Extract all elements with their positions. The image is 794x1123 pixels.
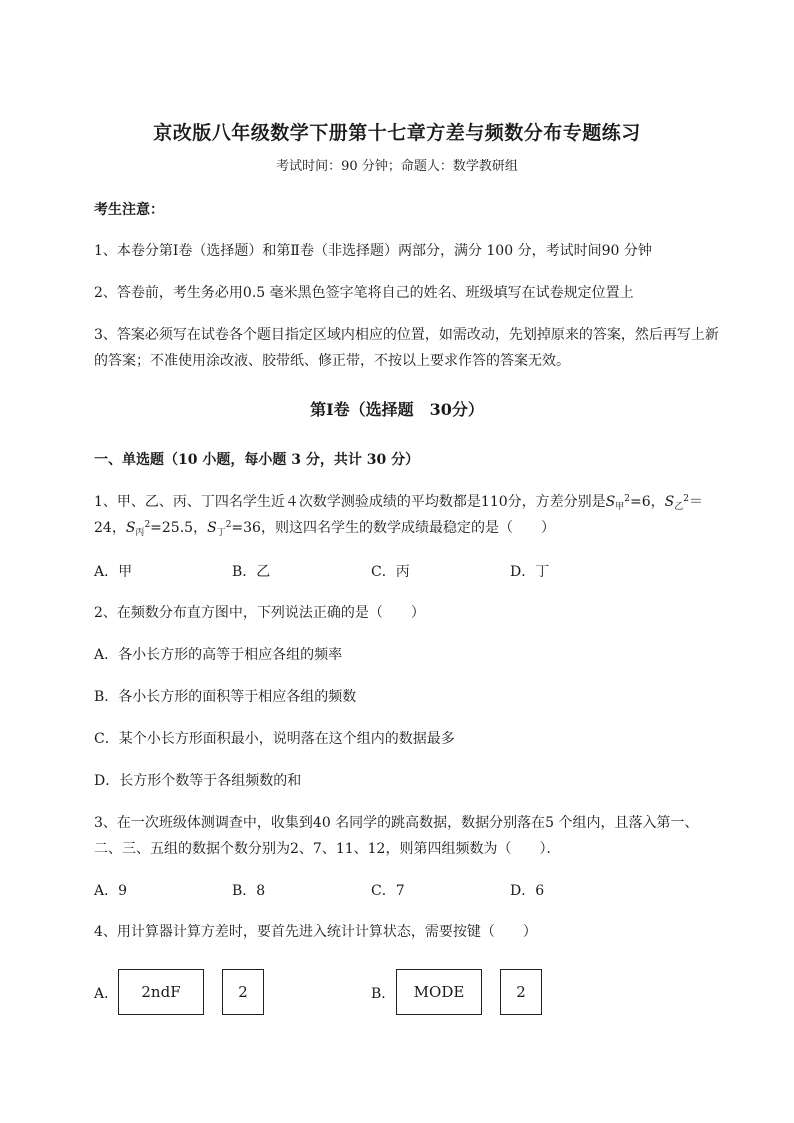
value-yi: 24，	[94, 520, 126, 536]
notice-item-2: 2、答卷前，考生务必用0.5 毫米黑色签字笔将自己的姓名、班级填写在试卷规定位置上	[94, 285, 634, 301]
question-1-line-1	[94, 493, 703, 513]
value-ding-and-question: =36，则这四名学生的数学成绩最稳定的是（ ）	[231, 520, 555, 536]
question-2-option-c: C．某个小长方形面积最小，说明落在这个组内的数据最多	[94, 731, 455, 747]
sup-ding: 2	[225, 520, 232, 530]
document-title: 京改版八年级数学下册第十七章方差与频数分布专题练习	[153, 122, 641, 144]
question-3-option-a: A．9	[94, 883, 128, 899]
notice-heading: 考生注意：	[94, 202, 164, 218]
question-4-stem: 4、用计算器计算方差时，要首先进入统计计算状态，需要按键（ ）	[94, 924, 537, 940]
question-2-stem: 2、在频数分布直方图中，下列说法正确的是（ ）	[94, 605, 425, 621]
sup-jia: 2	[624, 494, 630, 504]
var-s-bing: S	[125, 520, 136, 536]
question-4-option-b-label: B．	[371, 986, 396, 1002]
question-1-option-a: A．甲	[94, 564, 133, 580]
question-1-option-b: B．乙	[232, 564, 271, 580]
notice-item-1: 1、本卷分第Ⅰ卷（选择题）和第Ⅱ卷（非选择题）两部分，满分 100 分，考试时间90 分钟	[94, 243, 652, 259]
question-2-option-a: A．各小长方形的高等于相应各组的频率	[94, 647, 343, 663]
part-1-heading: 第Ⅰ卷（选择题 30分）	[310, 400, 484, 419]
question-1-option-d: D．丁	[510, 564, 550, 580]
sup-bing: 2	[144, 520, 151, 530]
question-3-stem-line-1: 3、在一次班级体测调查中，收集到40 名同学的跳高数据，数据分别落在5 个组内，且落入第一、	[94, 815, 699, 831]
sub-bing: 丙	[135, 528, 145, 538]
section-1-heading: 一、单选题（10 小题，每小题 3 分，共计 30 分）	[94, 452, 420, 468]
question-3-stem-line-2: 二、三、五组的数据个数分别为2、7、11、12，则第四组频数为（ ）．	[94, 841, 561, 857]
calculator-key-2-a: 2	[222, 969, 264, 1015]
question-2-option-d: D．长方形个数等于各组频数的和	[94, 773, 302, 789]
question-1-option-c: C．丙	[371, 564, 410, 580]
value-jia: =6，	[629, 494, 665, 510]
question-4-option-a-label: A．	[94, 986, 119, 1002]
question-3-option-b: B．8	[232, 883, 266, 899]
sup-yi: 2	[683, 494, 689, 504]
exam-meta: 考试时间：90 分钟；命题人：数学教研组	[276, 159, 518, 174]
question-3-option-d: D．6	[510, 883, 545, 899]
var-s-yi: S	[664, 494, 675, 510]
value-bing: =25.5，	[150, 520, 208, 536]
sub-yi: 乙	[674, 502, 684, 512]
calculator-key-2-b: 2	[500, 969, 542, 1015]
question-2-option-b: B．各小长方形的面积等于相应各组的频数	[94, 689, 357, 705]
notice-item-3-line-2: 的答案；不准使用涂改液、胶带纸、修正带，不按以上要求作答的答案无效。	[94, 353, 570, 369]
value-yi-eq: ＝	[688, 494, 703, 510]
sub-jia: 甲	[615, 502, 625, 512]
var-s-jia: S	[605, 494, 616, 510]
question-1-stem: 1、甲、乙、丙、丁四名学生近４次数学测验成绩的平均数都是110分，方差分别是	[94, 494, 606, 510]
calculator-key-mode: MODE	[396, 969, 482, 1015]
sub-ding: 丁	[216, 528, 226, 538]
question-3-option-c: C．7	[371, 883, 405, 899]
calculator-key-2ndf: 2ndF	[118, 969, 204, 1015]
notice-item-3-line-1: 3、答案必须写在试卷各个题目指定区域内相应的位置，如需改动，先划掉原来的答案，然后再写上新	[94, 327, 719, 343]
question-1-line-2	[94, 519, 555, 539]
var-s-ding: S	[207, 520, 217, 536]
